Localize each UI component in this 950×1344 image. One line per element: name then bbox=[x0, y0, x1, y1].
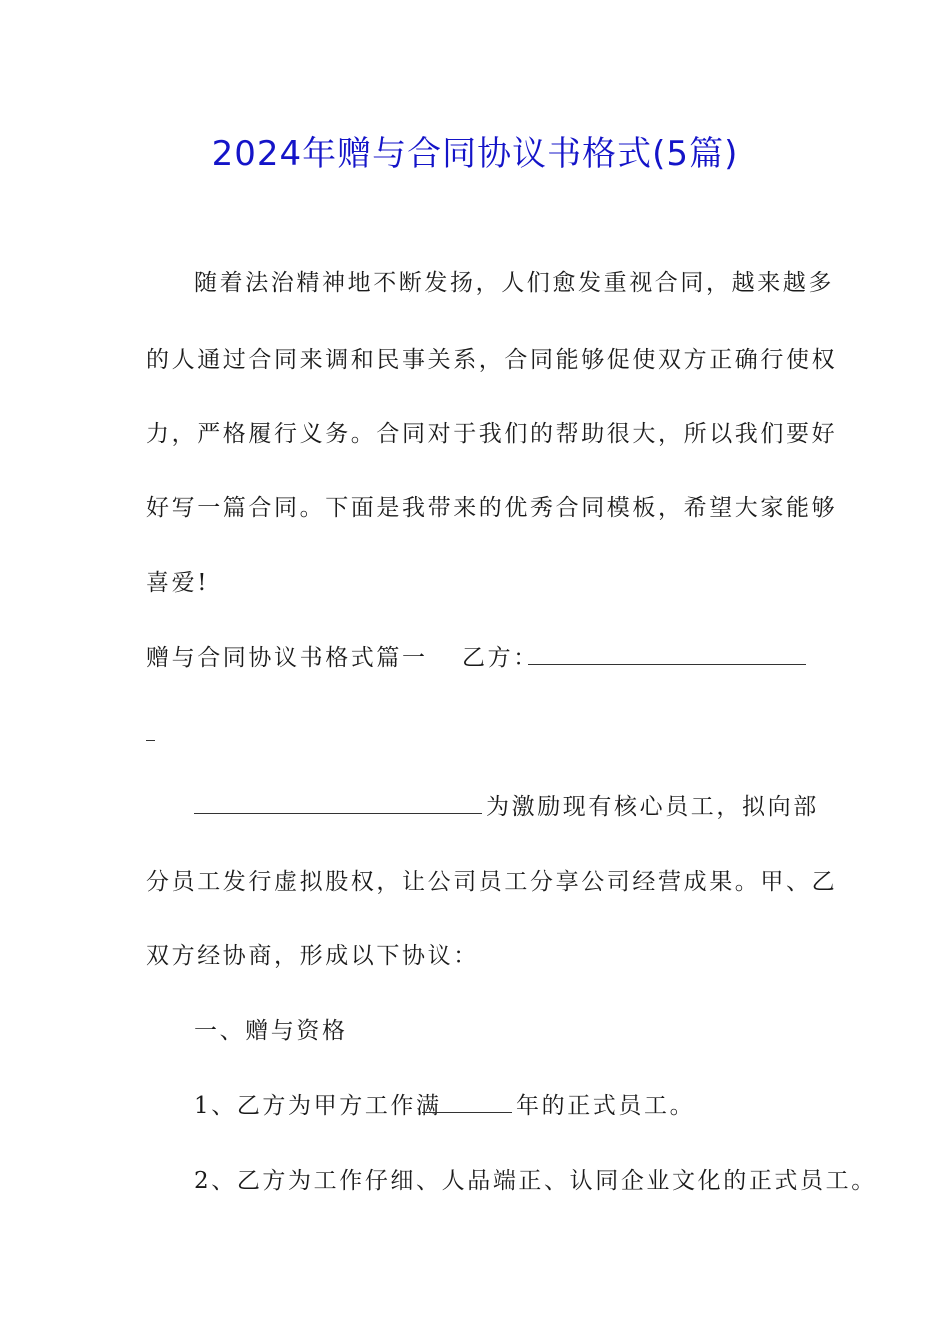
intro-line-4: 好写一篇合同。下面是我带来的优秀合同模板，希望大家能够 bbox=[146, 495, 838, 521]
intro-line-1: 随着法治精神地不断发扬，人们愈发重视合同，越来越多 bbox=[194, 270, 834, 296]
company-name-blank bbox=[194, 787, 482, 814]
party-b-label: 乙方： bbox=[462, 645, 539, 671]
clause-1-prefix: 1、乙方为甲方工作满 bbox=[194, 1093, 442, 1119]
purpose-line-3: 双方经协商，形成以下协议： bbox=[146, 943, 479, 969]
document-title: 2024年赠与合同协议书格式(5篇) bbox=[211, 134, 739, 174]
purpose-line-2: 分员工发行虚拟股权，让公司员工分享公司经营成果。甲、乙 bbox=[146, 869, 838, 895]
clause-1-suffix: 年的正式员工。 bbox=[516, 1093, 696, 1119]
clause-heading: 一、赠与资格 bbox=[194, 1018, 348, 1044]
intro-line-5: 喜爱! bbox=[146, 570, 210, 596]
intro-line-3: 力，严格履行义务。合同对于我们的帮助很大，所以我们要好 bbox=[146, 421, 838, 447]
section-heading: 赠与合同协议书格式篇一 bbox=[146, 645, 428, 671]
party-b-blank-line bbox=[528, 638, 806, 678]
party-b-blank bbox=[528, 638, 806, 665]
intro-line-2: 的人通过合同来调和民事关系，合同能够促使双方正确行使权 bbox=[146, 347, 838, 373]
purpose-line-1-blank bbox=[194, 787, 482, 827]
years-blank bbox=[422, 1086, 512, 1113]
clause-1-blank-line bbox=[422, 1086, 512, 1126]
party-b-blank-continuation bbox=[146, 740, 155, 741]
purpose-line-1: 为激励现有核心员工，拟向部 bbox=[486, 794, 819, 820]
clause-2: 2、乙方为工作仔细、人品端正、认同企业文化的正式员工。 bbox=[194, 1168, 877, 1194]
